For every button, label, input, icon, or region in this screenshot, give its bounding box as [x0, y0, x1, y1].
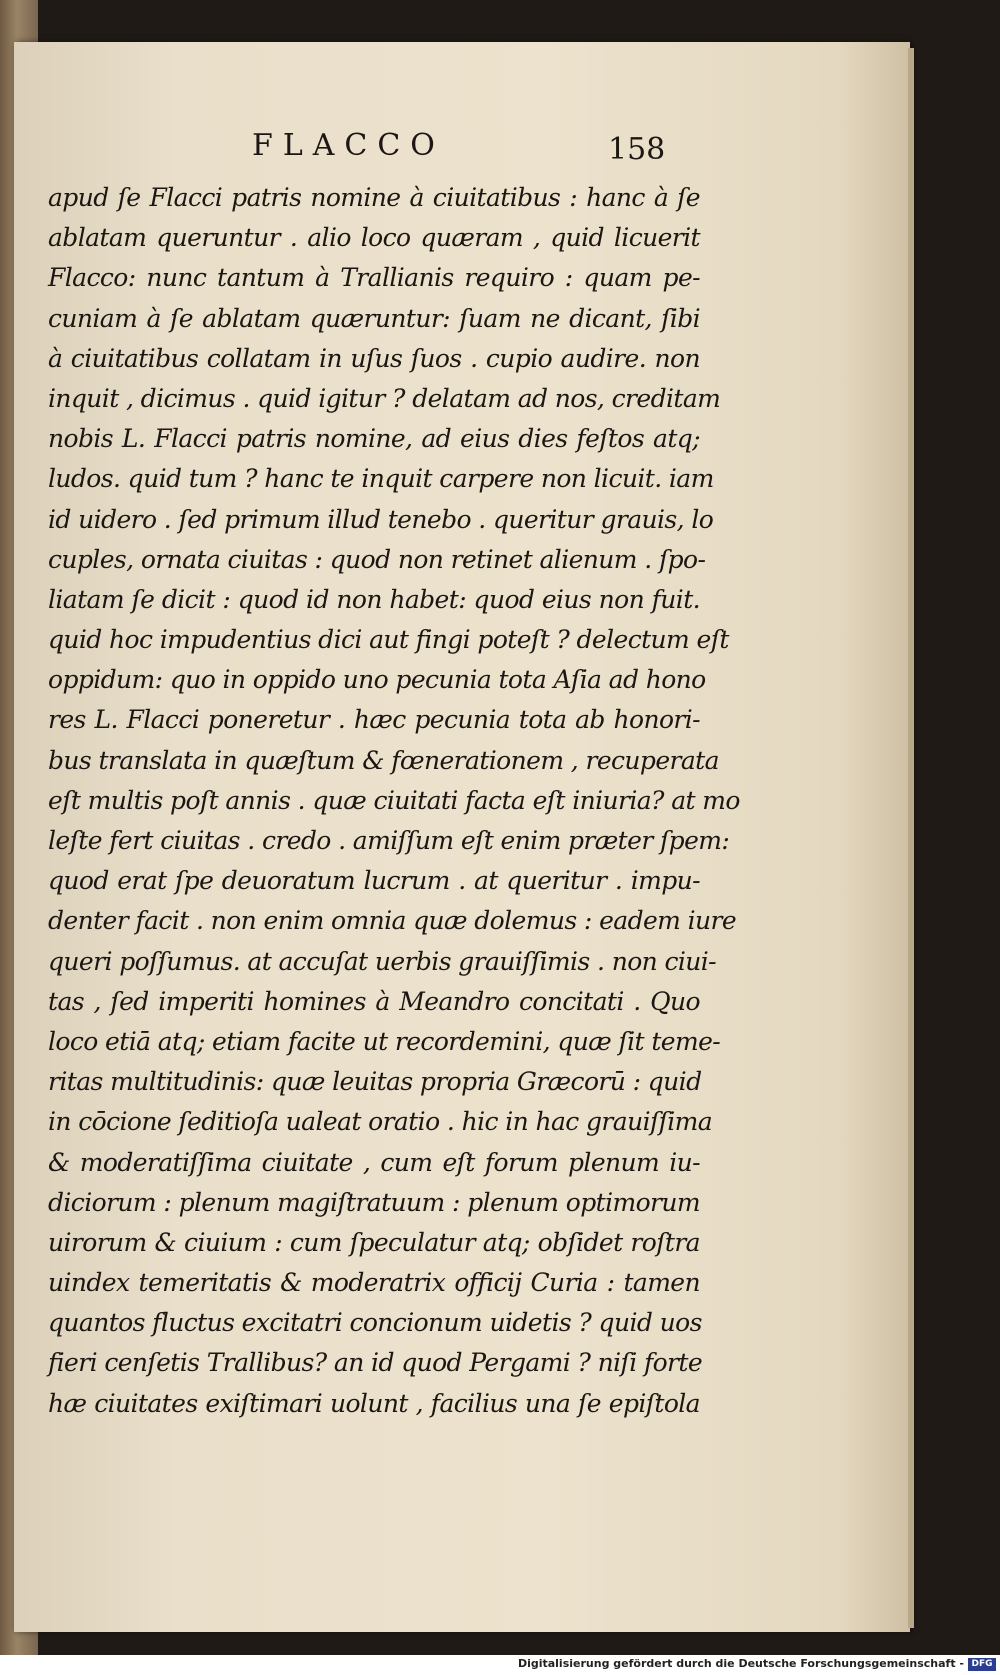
text-line: eſt multis poſt annis . quæ ciuitati facta eſt iniuria? at mo [48, 785, 740, 815]
footer [0, 1655, 1000, 1675]
text-line: apud ſe Flacci patris nomine à ciuitatibus : hanc à ſe [48, 183, 700, 212]
text-line: queri poſſumus. at accuſat uerbis grauiſſimis . non ciui- [48, 946, 717, 976]
page-number: 158 [608, 132, 666, 167]
text-line: Flacco: nunc tantum à Trallianis requiro : quam pe- [48, 263, 700, 293]
page-edge [908, 48, 914, 1628]
text-line: & moderatiſſima ciuitate , cum eſt forum plenum iu- [48, 1147, 700, 1177]
dfg-logo: DFG [968, 1658, 996, 1671]
text-line: denter facit . non enim omnia quæ dolemus : eadem iure [48, 906, 737, 936]
text-line: quod erat ſpe deuoratum lucrum . at queritur . impu- [48, 866, 700, 896]
text-line: ritas multitudinis: quæ leuitas propria Græcorū : quid [48, 1067, 702, 1097]
text-line: liatam ſe dicit : quod id non habet: quod eius non fuit. [48, 584, 700, 614]
text-line: id uidero . ſed primum illud tenebo . queritur grauis, lo [48, 504, 714, 534]
text-line: ablatam queruntur . alio loco quæram , quid licuerit [48, 223, 700, 253]
text-line: uirorum & ciuium : cum ſpeculatur atq; obſidet roſtra [48, 1227, 700, 1257]
text-line: in cōcione ſeditioſa ualeat oratio . hic in hac grauiſſima [48, 1107, 713, 1137]
text-line: quid hoc impudentius dici aut fingi poteſt ? delectum eſt [48, 625, 729, 655]
text-line: hæ ciuitates exiſtimari uolunt , facilius una ſe epiſtola [48, 1388, 700, 1418]
text-line: bus translata in quæſtum & fœnerationem , recuperata [48, 745, 719, 775]
text-line: loco etiā atq; etiam facite ut recordemini, quæ ſit teme- [48, 1026, 721, 1056]
text-line: fieri cenſetis Trallibus? an id quod Pergami ? niſi forte [48, 1348, 703, 1378]
text-block [48, 178, 740, 1424]
text-line: uindex temeritatis & moderatrix officij Curia : tamen [48, 1268, 700, 1298]
text-line: quantos fluctus excitatri concionum uidetis ? quid uos [48, 1308, 702, 1338]
text-line: oppidum: quo in oppido uno pecunia tota Aſia ad hono [48, 665, 706, 695]
text-line: cuniam à ſe ablatam quæruntur: ſuam ne dicant, ſibi [48, 303, 700, 333]
text-line: nobis L. Flacci patris nomine, ad eius dies feſtos atq; [48, 424, 700, 454]
book-page [14, 42, 910, 1632]
text-line: à ciuitatibus collatam in uſus ſuos . cupio audire. non [48, 343, 700, 373]
text-line: tas , ſed imperiti homines à Meandro concitati . Quo [48, 986, 700, 1016]
running-head: FLACCO [252, 128, 445, 163]
text-line: res L. Flacci poneretur . hæc pecunia tota ab honori- [48, 705, 700, 735]
text-line: leſte fert ciuitas . credo . amiſſum eſt enim præter ſpem: [48, 826, 730, 855]
text-line: ludos. quid tum ? hanc te inquit carpere non licuit. iam [48, 464, 714, 494]
text-line: inquit , dicimus . quid igitur ? delatam ad nos, creditam [48, 383, 721, 413]
text-line: cuples, ornata ciuitas : quod non retinet alienum . ſpo- [48, 544, 706, 574]
text-line: diciorum : plenum magiſtratuum : plenum optimorum [48, 1187, 700, 1217]
footer-credit: Digitalisierung gefördert durch die Deutsche Forschungsgemeinschaft - [517, 1657, 964, 1670]
